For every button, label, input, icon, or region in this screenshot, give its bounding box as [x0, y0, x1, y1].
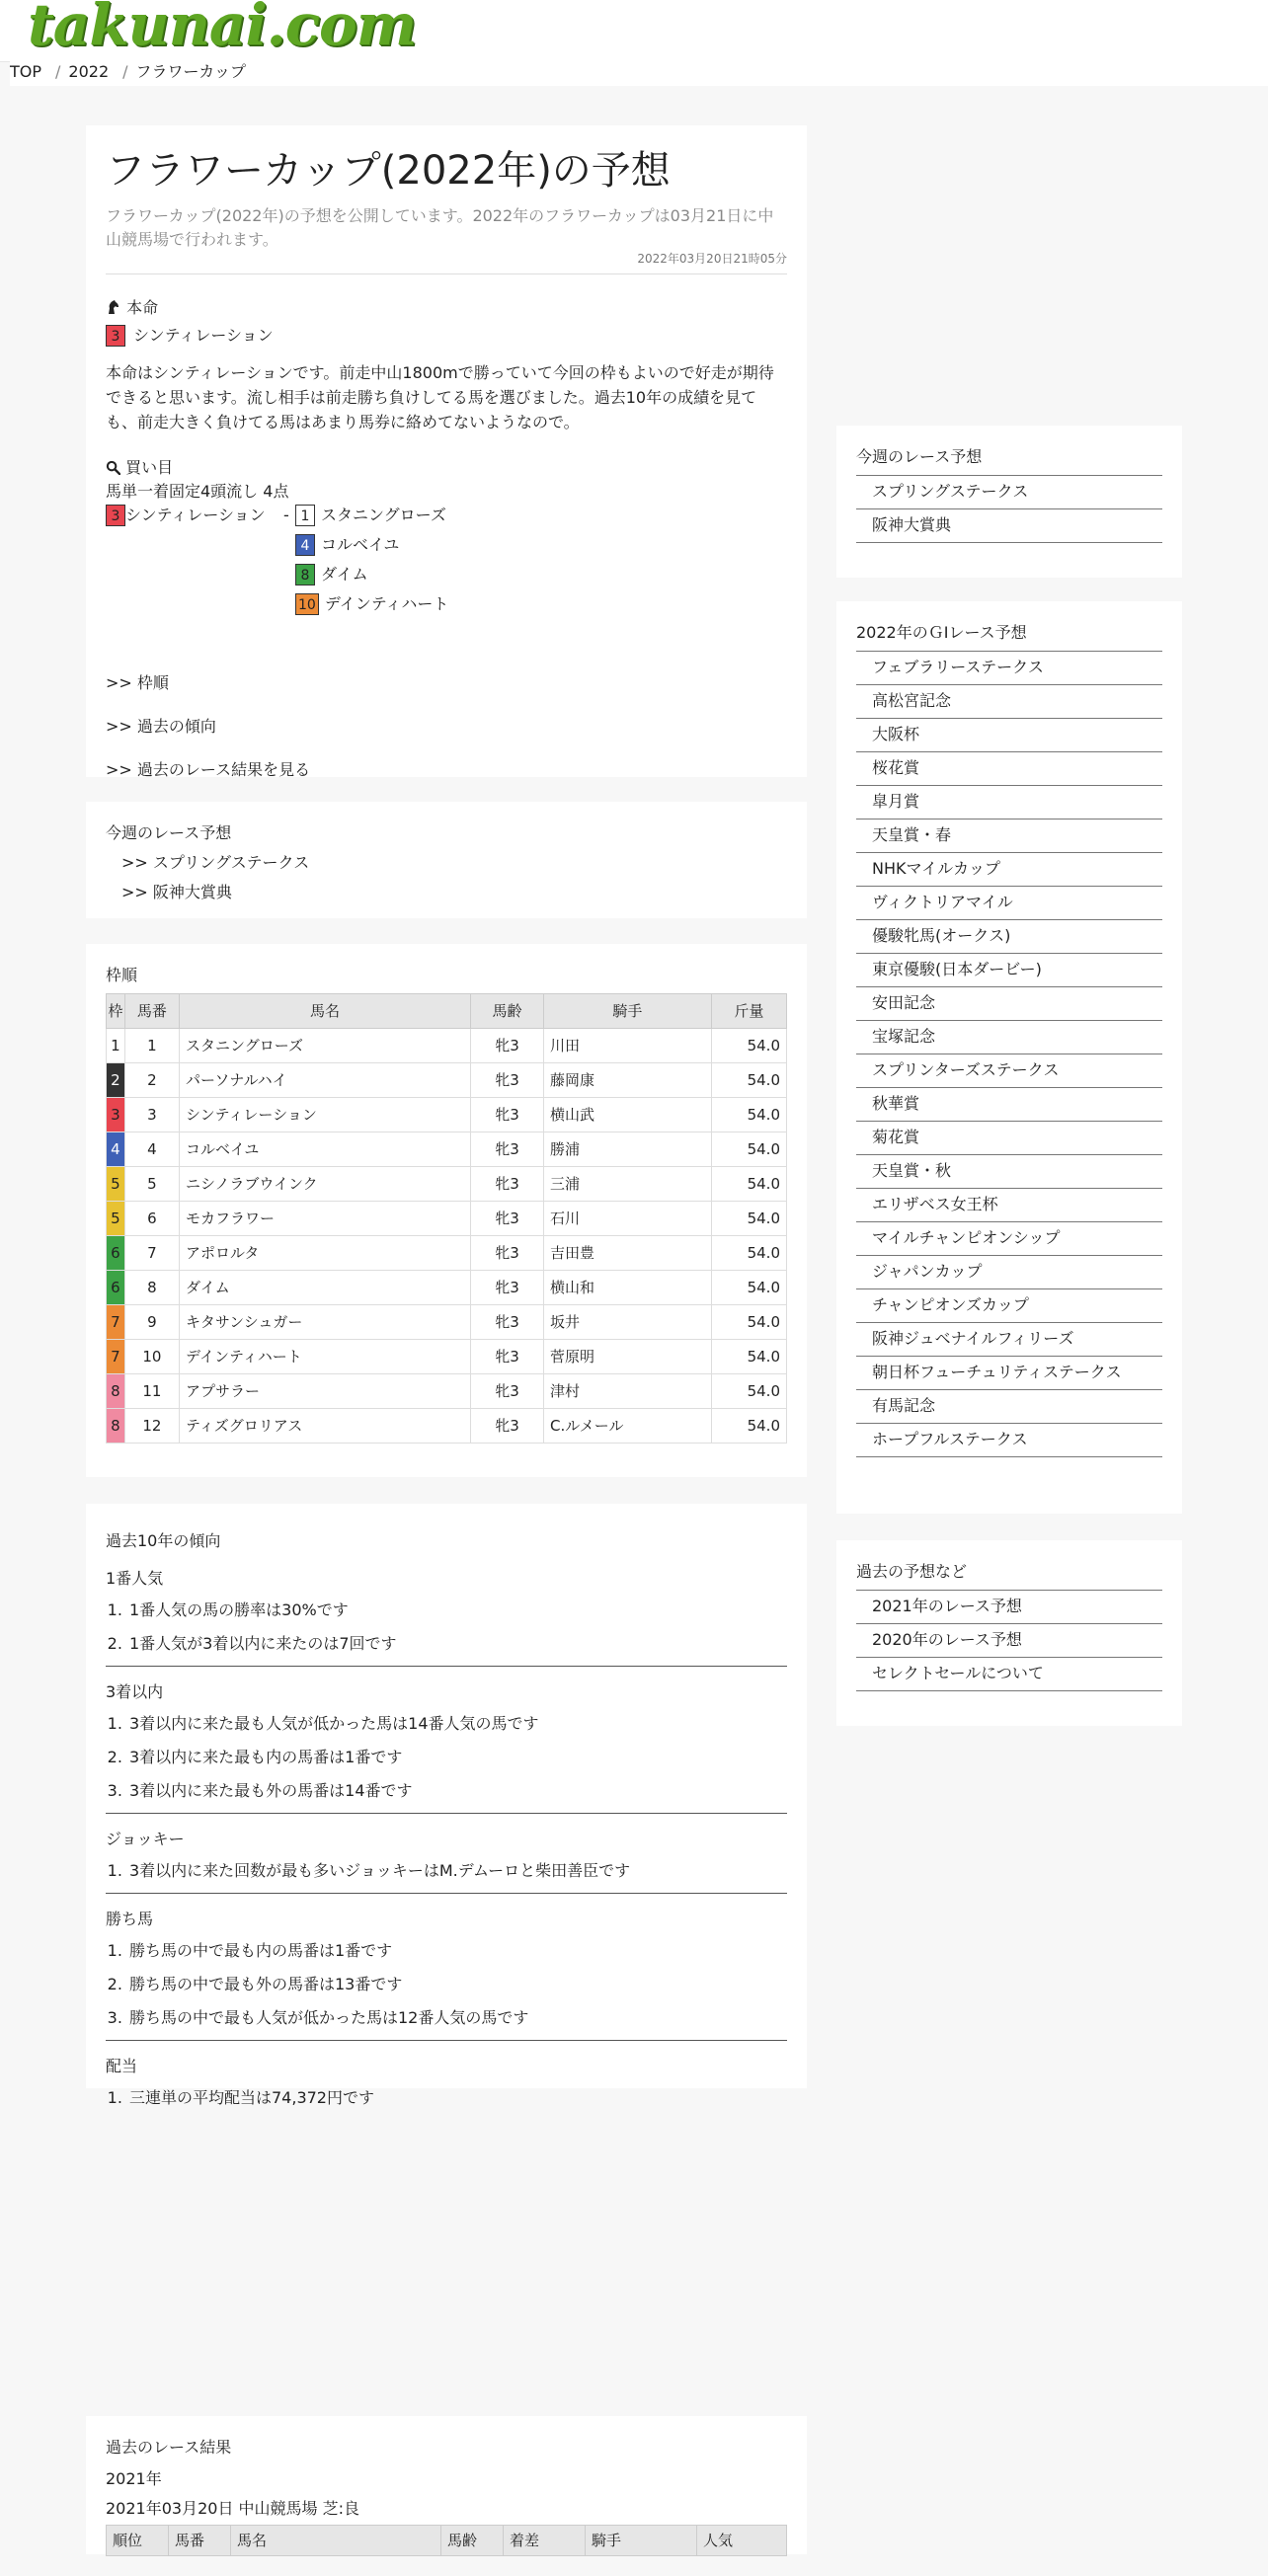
table-row [107, 1202, 787, 1236]
breadcrumb-current: フラワーカップ [135, 62, 247, 81]
kaime-target-name: コルベイユ [321, 535, 400, 555]
past-results-card [86, 2416, 807, 2554]
table-row [107, 1374, 787, 1409]
trend-category: ジョッキー [106, 1830, 185, 1848]
jockey-cell: 川田 [543, 1029, 711, 1063]
weight-cell: 54.0 [711, 1271, 786, 1305]
kaime-heading [106, 456, 787, 480]
age-cell: 牝3 [470, 1374, 543, 1409]
kaime-dash: - [283, 506, 289, 525]
sidebar-item[interactable]: 天皇賞・秋 [856, 1154, 1162, 1188]
page-title: フラワーカップ(2022年)の予想 [106, 148, 671, 194]
entries-header-row [107, 994, 787, 1029]
waku-cell: 6 [107, 1271, 125, 1305]
sidebar-past-title: 過去の予想など [856, 1562, 968, 1581]
waku-badge: 10 [295, 593, 319, 615]
past-results-table [106, 2525, 787, 2556]
breadcrumb-top[interactable]: TOP [10, 62, 42, 81]
num-cell: 8 [124, 1271, 179, 1305]
horse-name-cell: ニシノラブウインク [180, 1167, 471, 1202]
sidebar-past-card [836, 1540, 1182, 1726]
weight-cell: 54.0 [711, 1409, 786, 1444]
age-cell: 牝3 [470, 1029, 543, 1063]
horse-name-cell: コルベイユ [180, 1132, 471, 1167]
waku-cell: 6 [107, 1236, 125, 1271]
sidebar-g1-card [836, 601, 1182, 1514]
breadcrumb-separator: / [55, 62, 61, 81]
trend-list [106, 1599, 787, 1667]
jockey-cell: 吉田豊 [543, 1236, 711, 1271]
jockey-cell: 坂井 [543, 1305, 711, 1340]
waku-cell: 4 [107, 1132, 125, 1167]
kaime-target-name: スタニングローズ [321, 506, 446, 525]
age-cell: 牝3 [470, 1098, 543, 1132]
sidebar-item[interactable]: NHKマイルカップ [856, 852, 1162, 886]
age-cell: 牝3 [470, 1202, 543, 1236]
age-cell: 牝3 [470, 1132, 543, 1167]
sidebar-item[interactable]: ヴィクトリアマイル [856, 886, 1162, 919]
table-row [107, 1409, 787, 1444]
jockey-cell: 横山武 [543, 1098, 711, 1132]
horse-name-cell: シンティレーション [180, 1098, 471, 1132]
weight-cell: 54.0 [711, 1029, 786, 1063]
kaime-target [295, 563, 368, 586]
entries-card [86, 944, 807, 1477]
age-cell: 牝3 [470, 1063, 543, 1098]
waku-cell: 5 [107, 1167, 125, 1202]
list-item: 1. 3着以内に来た最も人気が低かった馬は14番人気の馬です [127, 1712, 787, 1736]
horse-icon [106, 298, 126, 317]
sidebar-g1-list [856, 651, 1162, 1457]
trend-category: 3着以内 [106, 1682, 164, 1701]
horse-name-cell: パーソナルハイ [180, 1063, 471, 1098]
sidebar-item[interactable]: ジャパンカップ [856, 1255, 1162, 1288]
header-age: 馬齢 [470, 994, 543, 1029]
table-row [107, 1236, 787, 1271]
jockey-cell: 菅原明 [543, 1340, 711, 1374]
age-cell: 牝3 [470, 1409, 543, 1444]
age-cell: 牝3 [470, 1167, 543, 1202]
sidebar-item[interactable]: セレクトセールについて [856, 1657, 1162, 1691]
header-name: 馬名 [231, 2526, 441, 2556]
sidebar-item[interactable]: 高松宮記念 [856, 684, 1162, 718]
kaime-head [106, 504, 266, 527]
num-cell: 9 [124, 1305, 179, 1340]
num-cell: 11 [124, 1374, 179, 1409]
sidebar-item[interactable]: 朝日杯フューチュリティステークス [856, 1356, 1162, 1389]
num-cell: 5 [124, 1167, 179, 1202]
weight-cell: 54.0 [711, 1098, 786, 1132]
num-cell: 3 [124, 1098, 179, 1132]
waku-cell: 3 [107, 1098, 125, 1132]
sidebar-weekly-card [836, 426, 1182, 578]
num-cell: 6 [124, 1202, 179, 1236]
header-rank: 順位 [107, 2526, 169, 2556]
waku-cell: 8 [107, 1409, 125, 1444]
list-item: 3. 勝ち馬の中で最も人気が低かった馬は12番人気の馬です [127, 2006, 787, 2030]
past-results-year: 2021年 [106, 2469, 162, 2488]
sidebar-weekly-title: 今週のレース予想 [856, 447, 983, 466]
honmei-heading [106, 296, 787, 320]
publish-date: 2022年03月20日21時05分 [106, 250, 787, 274]
link-past-results[interactable]: >> 過去のレース結果を見る [106, 760, 311, 780]
link-wakujun[interactable]: >> 枠順 [106, 673, 169, 693]
entries-table [106, 993, 787, 1444]
past-results-title: 過去のレース結果 [106, 2438, 232, 2457]
weight-cell: 54.0 [711, 1132, 786, 1167]
sidebar-item[interactable]: 2020年のレース予想 [856, 1623, 1162, 1657]
sidebar-item[interactable]: 秋華賞 [856, 1087, 1162, 1121]
trend-list [106, 1859, 787, 1894]
jockey-cell: 勝浦 [543, 1132, 711, 1167]
breadcrumb [10, 60, 1268, 86]
kaime-target [295, 533, 399, 557]
site-header [0, 0, 1268, 62]
waku-cell: 7 [107, 1305, 125, 1340]
list-item: 1. 勝ち馬の中で最も内の馬番は1番です [127, 1939, 787, 1963]
waku-cell: 1 [107, 1029, 125, 1063]
weight-cell: 54.0 [711, 1305, 786, 1340]
header-jockey: 騎手 [586, 2526, 697, 2556]
kaime-label: 買い目 [125, 458, 174, 478]
sidebar-weekly-list [856, 475, 1162, 543]
header-num: 馬番 [169, 2526, 231, 2556]
waku-badge: 8 [295, 564, 315, 585]
honmei-comment: 本命はシンティレーションです。前走中山1800mで勝っていて今回の枠もよいので好走が期待できると思います。流し相手は前走勝ち負けしてる馬を選びました。過去10年の成績を見ても、前走大きく負けてる馬はあまり馬券に絡めてないようなので。 [106, 363, 774, 431]
weight-cell: 54.0 [711, 1340, 786, 1374]
jockey-cell: 三浦 [543, 1167, 711, 1202]
sidebar-g1-title: 2022年のＧⅠレース予想 [856, 623, 1027, 642]
header-jockey: 騎手 [543, 994, 711, 1029]
horse-name-cell: アプサラー [180, 1374, 471, 1409]
sidebar-item[interactable]: エリザベス女王杯 [856, 1188, 1162, 1221]
list-item: 2. 1番人気が3着以内に来たのは7回です [127, 1632, 787, 1656]
age-cell: 牝3 [470, 1340, 543, 1374]
weight-cell: 54.0 [711, 1236, 786, 1271]
sidebar-item[interactable]: フェブラリーステークス [856, 651, 1162, 684]
waku-badge: 1 [295, 505, 315, 526]
sidebar-item[interactable]: マイルチャンピオンシップ [856, 1221, 1162, 1255]
horse-name-cell: キタサンシュガー [180, 1305, 471, 1340]
sidebar-past-list [856, 1590, 1162, 1691]
waku-badge: 3 [106, 325, 125, 347]
waku-cell: 5 [107, 1202, 125, 1236]
table-row [107, 1167, 787, 1202]
table-row [107, 1132, 787, 1167]
honmei-horse [106, 324, 787, 348]
sidebar-item[interactable]: スプリンターズステークス [856, 1054, 1162, 1087]
link-trends[interactable]: >> 過去の傾向 [106, 717, 216, 737]
sidebar-item[interactable]: 安田記念 [856, 986, 1162, 1020]
header-margin: 着差 [504, 2526, 586, 2556]
list-item: 1. 3着以内に来た回数が最も多いジョッキーはM.デムーロと柴田善臣です [127, 1859, 787, 1883]
num-cell: 1 [124, 1029, 179, 1063]
header-age: 馬齢 [441, 2526, 504, 2556]
weight-cell: 54.0 [711, 1202, 786, 1236]
table-row [107, 1029, 787, 1063]
num-cell: 10 [124, 1340, 179, 1374]
header-name: 馬名 [180, 994, 471, 1029]
page-lead: フラワーカップ(2022年)の予想を公開しています。2022年のフラワーカップは03月21日に中山競馬場で行われます。 [106, 206, 774, 249]
sidebar-item[interactable]: 有馬記念 [856, 1389, 1162, 1423]
jockey-cell: C.ルメール [543, 1409, 711, 1444]
trend-list [106, 1939, 787, 2041]
horse-name-cell: ティズグロリアス [180, 1409, 471, 1444]
horse-name-cell: アポロルタ [180, 1236, 471, 1271]
trend-list [106, 1712, 787, 1814]
age-cell: 牝3 [470, 1305, 543, 1340]
table-row [107, 1098, 787, 1132]
table-row [107, 1063, 787, 1098]
jockey-cell: 津村 [543, 1374, 711, 1409]
sidebar-item[interactable]: 菊花賞 [856, 1121, 1162, 1154]
kaime-head-name: シンティレーション [125, 506, 266, 525]
horse-name-cell: スタニングローズ [180, 1029, 471, 1063]
waku-badge: 3 [106, 505, 125, 526]
kaime-table [106, 504, 787, 622]
table-row [107, 1271, 787, 1305]
list-item: 1. 三連単の平均配当は74,372円です [127, 2086, 787, 2110]
weekly-races-card [86, 802, 807, 918]
waku-cell: 8 [107, 1374, 125, 1409]
num-cell: 7 [124, 1236, 179, 1271]
sidebar-item[interactable]: 天皇賞・春 [856, 819, 1162, 852]
header-weight: 斤量 [711, 994, 786, 1029]
site-logo[interactable]: takunai.com [28, 0, 417, 58]
num-cell: 4 [124, 1132, 179, 1167]
waku-cell: 7 [107, 1340, 125, 1374]
list-item: 2. 勝ち馬の中で最も外の馬番は13番です [127, 1973, 787, 1996]
past-results-race: 2021年03月20日 中山競馬場 芝:良 [106, 2499, 360, 2518]
sidebar-item[interactable]: 東京優駿(日本ダービー) [856, 953, 1162, 986]
weight-cell: 54.0 [711, 1063, 786, 1098]
trend-category: 勝ち馬 [106, 1910, 154, 1928]
honmei-horse-name: シンティレーション [133, 326, 274, 345]
jockey-cell: 石川 [543, 1202, 711, 1236]
search-icon [106, 458, 125, 477]
age-cell: 牝3 [470, 1236, 543, 1271]
sidebar-item[interactable]: 宝塚記念 [856, 1020, 1162, 1054]
sidebar-item[interactable]: 優駿牝馬(オークス) [856, 919, 1162, 953]
waku-cell: 2 [107, 1063, 125, 1098]
trends-title: 過去10年の傾向 [106, 1531, 221, 1550]
horse-name-cell: ダイム [180, 1271, 471, 1305]
num-cell: 12 [124, 1409, 179, 1444]
num-cell: 2 [124, 1063, 179, 1098]
sidebar-item[interactable]: チャンピオンズカップ [856, 1288, 1162, 1322]
age-cell: 牝3 [470, 1271, 543, 1305]
trend-category: 1番人気 [106, 1569, 164, 1588]
breadcrumb-year[interactable]: 2022 [68, 62, 110, 81]
honmei-label: 本命 [126, 298, 159, 317]
jockey-cell: 藤岡康 [543, 1063, 711, 1098]
table-row [107, 1305, 787, 1340]
results-header-row [107, 2526, 787, 2556]
kaime-target [295, 592, 448, 616]
kaime-target-name: ダイム [321, 565, 368, 585]
waku-badge: 4 [295, 534, 315, 556]
weekly-race-link[interactable]: >> スプリングステークス [121, 853, 310, 872]
prediction-card [86, 125, 807, 780]
kaime-target [295, 504, 446, 527]
horse-name-cell: デインティハート [180, 1340, 471, 1374]
sidebar-item[interactable]: 阪神大賞典 [856, 508, 1162, 543]
sidebar-item[interactable]: スプリングステークス [856, 475, 1162, 508]
weight-cell: 54.0 [711, 1167, 786, 1202]
trends-card [86, 1504, 807, 2107]
list-item: 3. 3着以内に来た最も外の馬番は14番です [127, 1779, 787, 1803]
header-waku: 枠 [107, 994, 125, 1029]
weekly-race-link[interactable]: >> 阪神大賞典 [121, 883, 232, 901]
sidebar-item[interactable]: 皐月賞 [856, 785, 1162, 819]
table-row [107, 1340, 787, 1374]
list-item: 1. 1番人気の馬の勝率は30%です [127, 1599, 787, 1622]
trend-list [106, 2086, 787, 2110]
list-item: 2. 3着以内に来た最も内の馬番は1番です [127, 1746, 787, 1769]
header-popularity: 人気 [697, 2526, 787, 2556]
entries-title: 枠順 [106, 966, 138, 984]
sidebar-item[interactable]: 桜花賞 [856, 751, 1162, 785]
sidebar-item[interactable]: 阪神ジュベナイルフィリーズ [856, 1322, 1162, 1356]
horse-name-cell: モカフラワー [180, 1202, 471, 1236]
sidebar-item[interactable]: 2021年のレース予想 [856, 1590, 1162, 1623]
weight-cell: 54.0 [711, 1374, 786, 1409]
sidebar-item[interactable]: ホープフルステークス [856, 1423, 1162, 1457]
kaime-summary: 馬単一着固定4頭流し 4点 [106, 482, 289, 502]
trend-category: 配当 [106, 2057, 138, 2075]
weekly-races-title: 今週のレース予想 [106, 823, 232, 842]
jockey-cell: 横山和 [543, 1271, 711, 1305]
breadcrumb-separator: / [122, 62, 128, 81]
kaime-target-name: デインティハート [324, 594, 449, 614]
sidebar-item[interactable]: 大阪杯 [856, 718, 1162, 751]
header-num: 馬番 [124, 994, 179, 1029]
